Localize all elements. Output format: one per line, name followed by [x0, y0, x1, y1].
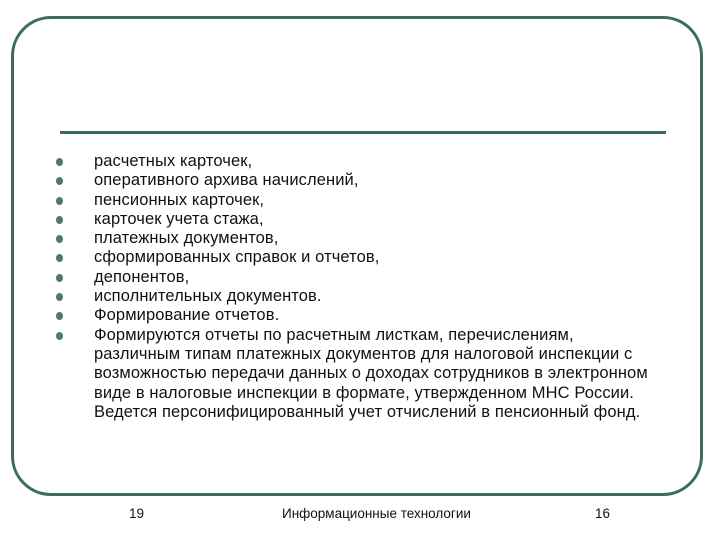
bullet-icon [56, 312, 63, 320]
bullet-item [56, 152, 656, 171]
footer-date: 19 [129, 506, 145, 521]
bullet-text: Формируются отчеты по расчетным листкам, перечислениям, различным типам платежных документов для налоговой инспекции с возможностью передачи данных о доходах сотрудников в электронном виде в налоговые инспекции в формате, утвержденном МНС России. Ведется персонифицированный учет отчислений в пенсионный фонд. [94, 325, 648, 421]
bullet-text: платежных документов, [94, 229, 279, 248]
bullet-item [56, 210, 656, 229]
bullet-text: расчетных карточек, [94, 152, 253, 170]
bullet-icon [56, 293, 63, 301]
bullet-text: Формирование отчетов. [94, 306, 280, 325]
footer-title: Информационные технологии [282, 506, 471, 521]
bullet-item [56, 191, 656, 210]
bullet-text: оперативного архива начислений, [94, 171, 359, 190]
bullet-text: пенсионных карточек, [94, 190, 265, 209]
bullet-icon [56, 235, 63, 243]
bullet-item [56, 171, 656, 190]
bullet-item [56, 248, 656, 267]
bullet-icon [56, 274, 63, 282]
bullet-icon [56, 177, 63, 185]
bullet-icon [56, 158, 63, 166]
bullet-item [56, 287, 656, 306]
bullet-item [56, 326, 656, 422]
bullet-item [56, 306, 656, 325]
bullet-text: депонентов, [94, 267, 190, 286]
bullet-icon [56, 332, 63, 340]
bullet-item [56, 229, 656, 248]
bullet-item [56, 268, 656, 287]
bullet-list [56, 152, 656, 422]
bullet-icon [56, 254, 63, 262]
bullet-icon [56, 216, 63, 224]
bullet-text: карточек учета стажа, [94, 209, 264, 228]
title-divider [60, 131, 666, 134]
bullet-text: сформированных справок и отчетов, [94, 248, 380, 267]
slide-number: 16 [595, 506, 611, 521]
bullet-icon [56, 197, 63, 205]
bullet-text: исполнительных документов. [94, 287, 322, 306]
